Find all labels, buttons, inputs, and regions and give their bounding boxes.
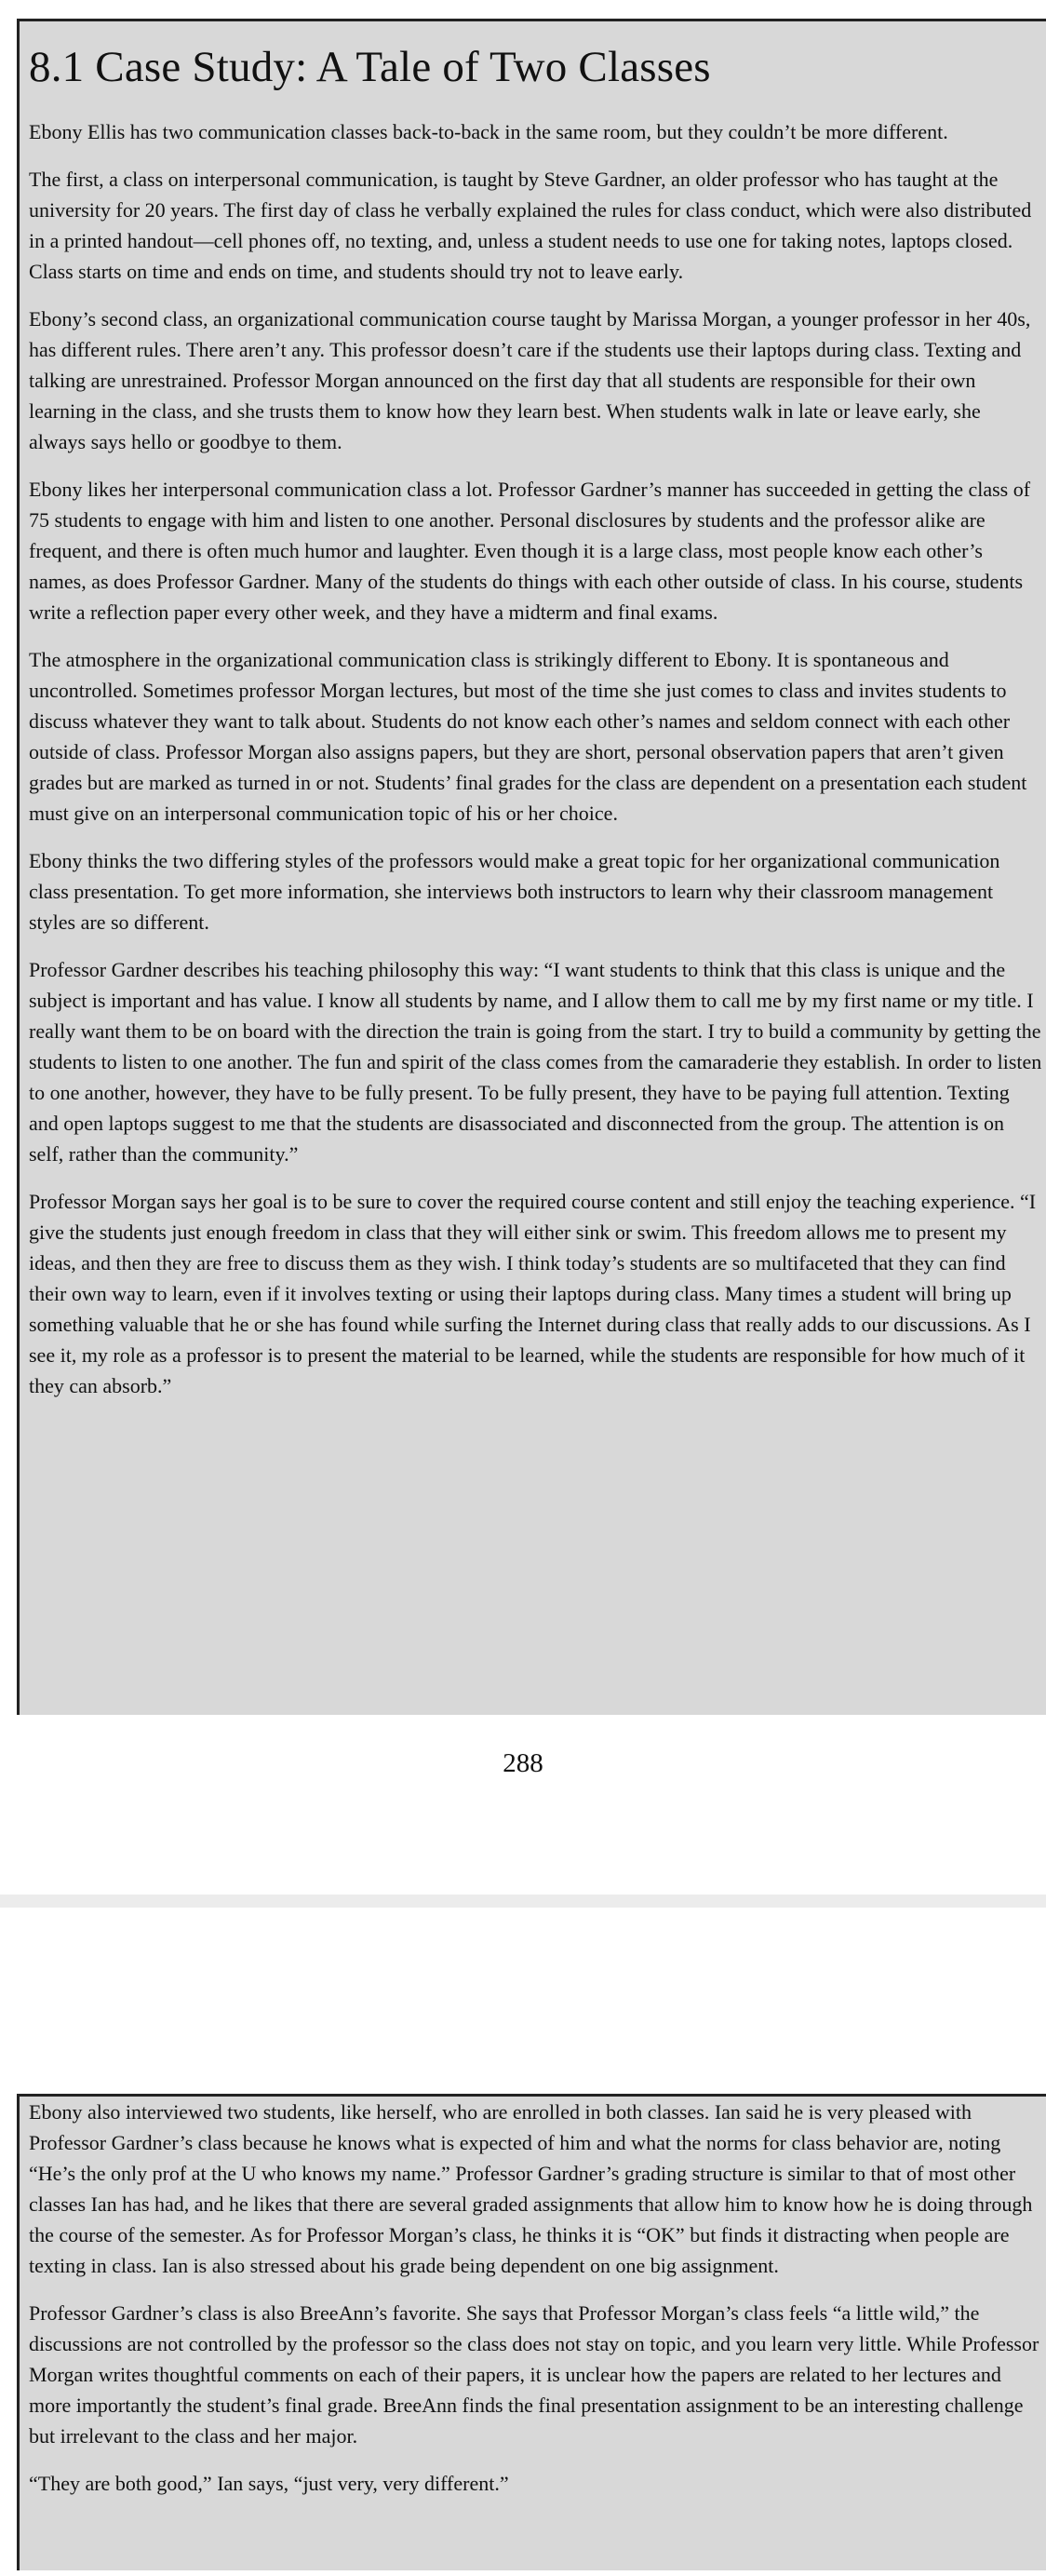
page-number: 288 bbox=[503, 1748, 543, 1778]
paragraph-morgan-class: Ebony’s second class, an organizational communication course taught by Marissa Morgan, a younger professor in her 40s, has different rules. There aren’t any. This professor doesn’t care if the students use their laptops during class. Texting and talking are unrestrained. Professor Morgan announced on the first day that all students are responsible for their own learning in the class, and she trusts them to know how they learn best. When students walk in late or leave early, she always says hello or goodbye to them. bbox=[29, 306, 1031, 453]
paragraph-organizational-class: The atmosphere in the organizational communication class is strikingly different to Ebony. It is spontaneous and uncontrolled. Sometimes professor Morgan lectures, but most of the time she just comes to class and invites students to discuss whatever they want to talk about. Students do not know each other’s names and seldom connect with each other outside of class. Professor Morgan also assigns papers, but they are short, personal observation papers that aren’t given grades but are marked as turned in or not. Students’ final grades for the class are dependent on a presentation each student must give on an interpersonal communication topic of his or her choice. bbox=[29, 647, 1027, 825]
paragraph-interpersonal-class: Ebony likes her interpersonal communication class a lot. Professor Gardner’s manner has succeeded in getting the class of 75 students to engage with him and listen to one another. Personal disclosures by students and the professor alike are frequent, and there is often much humor and laughter. Even though it is a large class, most people know each other’s names, as does Professor Gardner. Many of the students do things with each other outside of class. In his course, students write a reflection paper every other week, and they have a midterm and final exams. bbox=[29, 477, 1031, 624]
paragraph-intro: Ebony Ellis has two communication classes back-to-back in the same room, but they couldn’t be more different. bbox=[29, 119, 948, 143]
paragraph-conclusion-quote: “They are both good,” Ian says, “just very, very different.” bbox=[29, 2472, 509, 2495]
case-study-title: 8.1 Case Study: A Tale of Two Classes bbox=[29, 43, 711, 91]
paragraph-presentation-topic: Ebony thinks the two differing styles of the professors would make a great topic for her organizational communication class presentation. To get more information, she interviews both instructors to learn why their classroom management styles are so different. bbox=[29, 848, 1000, 934]
paragraph-breeann: Professor Gardner’s class is also BreeAnn’s favorite. She says that Professor Morgan’s class feels “a little wild,” the discussions are not controlled by the professor so the class does not stay on topic, and you learn very little. While Professor Morgan writes thoughtful comments on each of their papers, it is unclear how the papers are related to her lectures and more importantly the student’s final grade. BreeAnn finds the final presentation assignment to be an interesting challenge but irrelevant to the class and her major. bbox=[29, 2301, 1039, 2448]
case-study-box-bottom bbox=[17, 2094, 1046, 2570]
case-study-box-top bbox=[17, 19, 1046, 1715]
paragraph-gardner-philosophy: Professor Gardner describes his teaching philosophy this way: “I want students to think that this class is unique and the subject is important and has value. I know all students by name, and I allow them to call me by my first name or my title. I really want them to be on board with the direction the train is going from the start. I try to build a community by getting the students to listen to one another. The fun and spirit of the class comes from the camaraderie they establish. In order to listen to one another, however, they have to be fully present. To be fully present, they have to be paying full attention. Texting and open laptops suggest to me that the students are disassociated and disconnected from the group. The attention is on self, rather than the community.” bbox=[29, 957, 1042, 1166]
paragraph-student-interviews: Ebony also interviewed two students, like herself, who are enrolled in both classes. Ian said he is very pleased with Professor Gardner’s class because he knows what is expected of him and what the norms for class behavior are, noting “He’s the only prof at the U who knows my name.” Professor Gardner’s grading structure is similar to that of most other classes Ian has had, and he likes that there are several graded assignments that allow him to know how he is doing through the course of the semester. As for Professor Morgan’s class, he thinks it is “OK” but finds it distracting when people are texting in class. Ian is also stressed about his grade being dependent on one big assignment. bbox=[29, 2100, 1033, 2277]
page-separator bbox=[0, 1895, 1046, 1908]
paragraph-morgan-philosophy: Professor Morgan says her goal is to be sure to cover the required course content and still enjoy the teaching experience. “I give the students just enough freedom in class that they will either sink or swim. This freedom allows me to present my ideas, and then they are free to discuss them as they wish. I think today’s students are so multifaceted that they can find their own way to learn, even if it involves texting or using their laptops during class. Many times a student will bring up something valuable that he or she has found while surfing the Internet during class that really adds to our discussions. As I see it, my role as a professor is to present the material to be learned, while the students are responsible for how much of it they can absorb.” bbox=[29, 1189, 1037, 1397]
paragraph-gardner-class: The first, a class on interpersonal communication, is taught by Steve Gardner, an older professor who has taught at the university for 20 years. The first day of class he verbally explained the rules for class conduct, which were also distributed in a printed handout—cell phones off, no texting, and, unless a student needs to use one for taking notes, laptops closed. Class starts on time and ends on time, and students should try not to leave early. bbox=[29, 167, 1032, 283]
